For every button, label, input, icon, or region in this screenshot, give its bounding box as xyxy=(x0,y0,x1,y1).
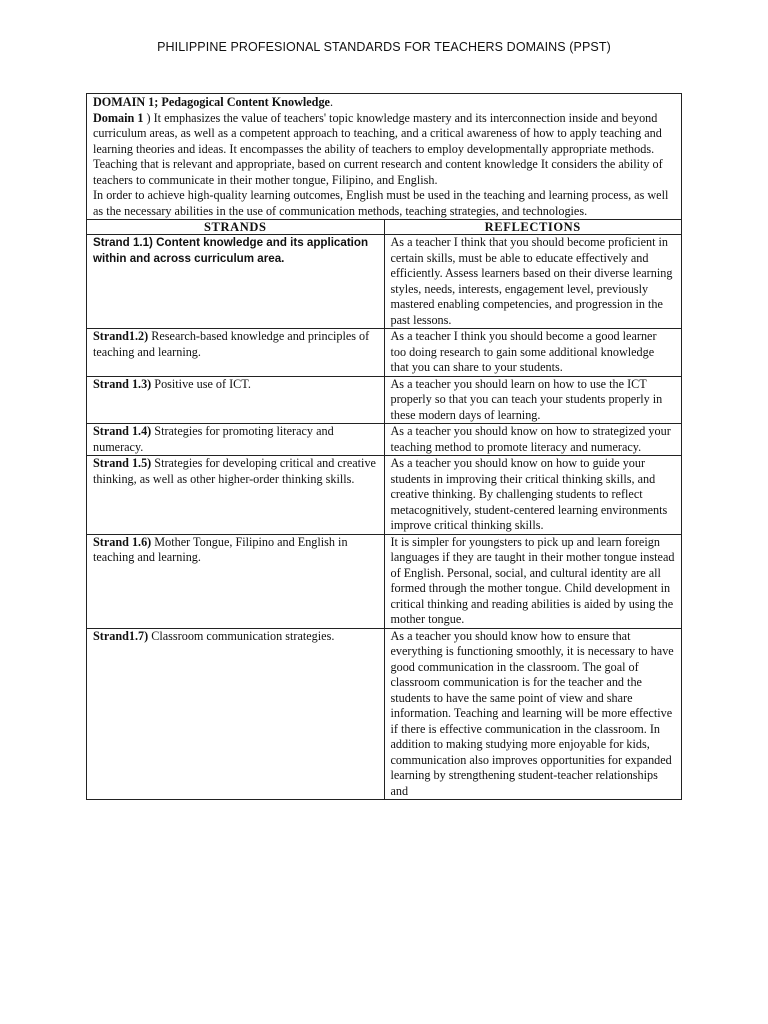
domain-paragraph-1-text: ) It emphasizes the value of teachers' topic knowledge mastery and its interconnection inside and beyond curriculum areas, as well as a competent approach to teaching, and a critical awareness of how to apply teaching and learning theories and ideas. It encompasses the ability of teachers to employ developmentally appropriate methods. xyxy=(93,110,662,156)
reflection-cell: As a teacher you should know on how to strategized your teaching method to promote literacy and numeracy. xyxy=(384,424,682,456)
domain-paragraph-3: In order to achieve high-quality learning outcomes, English must be used in the teaching and learning process, as well as the necessary abilities in the use of communication methods, teaching strategies, and technologies. xyxy=(93,188,669,218)
strand-cell xyxy=(87,424,385,456)
reflections-header: REFLECTIONS xyxy=(384,220,682,235)
strand-cell xyxy=(87,329,385,377)
domain-heading-title: DOMAIN 1; Pedagogical Content Knowledge xyxy=(93,95,330,109)
strand-text: Content knowledge and its application within and across curriculum area. xyxy=(93,236,369,265)
strand-label: Strand 1.5) xyxy=(93,456,152,470)
strand-text: Strategies for promoting literacy and numeracy. xyxy=(93,424,334,454)
domain-paragraph-1 xyxy=(93,111,675,158)
table-header-row xyxy=(87,220,682,235)
strand-label: Strand 1.3) xyxy=(93,376,152,391)
strand-cell xyxy=(87,534,385,628)
strand-text: Research-based knowledge and principles of teaching and learning. xyxy=(93,329,370,359)
table-row xyxy=(87,329,682,377)
strand-cell xyxy=(87,376,385,424)
domain-label: Domain 1 xyxy=(93,110,144,125)
domain-heading xyxy=(93,95,675,111)
table-row xyxy=(87,376,682,424)
reflection-cell: As a teacher you should learn on how to use the ICT properly so that you can teach your students properly in these modern days of learning. xyxy=(384,376,682,424)
domain-intro-row xyxy=(87,94,682,220)
reflection-cell: As a teacher you should know how to ensure that everything is functioning smoothly, it is necessary to have good communication in the classroom. The goal of classroom communication is for the teacher and the students to have the same point of view and share information. Teaching and learning will be more effective if there is effective communication in the classroom. In addition to making studying more enjoyable for kids, communication also improves opportunities for expanded learning by strengthening student-teacher relationships and xyxy=(384,628,682,800)
table-row xyxy=(87,534,682,628)
strand-label: Strand1.7) xyxy=(93,628,149,643)
reflection-cell: It is simpler for youngsters to pick up and learn foreign languages if they are taught in their mother tongue instead of English. Personal, social, and cultural identity are all formed through the mother tongue. Child development in critical thinking and reading abilities is aided by using the mother tongue. xyxy=(384,534,682,628)
ppst-table xyxy=(86,93,682,800)
table-row xyxy=(87,456,682,535)
strand-label: Strand 1.1) xyxy=(93,236,153,249)
strand-label: Strand 1.6) xyxy=(93,534,152,549)
document-title: PHILIPPINE PROFESIONAL STANDARDS FOR TEACHERS DOMAINS (PPST) xyxy=(157,40,611,54)
reflection-cell: As a teacher I think you should become a good learner too doing research to gain some additional knowledge that you can share to your students. xyxy=(384,329,682,377)
strand-text: Classroom communication strategies. xyxy=(148,628,335,643)
strand-cell xyxy=(87,235,385,329)
strands-header: STRANDS xyxy=(87,220,385,235)
table-row xyxy=(87,235,682,329)
reflection-cell: As a teacher I think that you should become proficient in certain skills, must be able to educate effectively and efficiently. Assess learners based on their diverse learning styles, needs, interests, engagement level, previously mastered enabling competencies, and progression in the past lessons. xyxy=(384,235,682,329)
table-row xyxy=(87,424,682,456)
strand-cell xyxy=(87,456,385,535)
strand-text: Strategies for developing critical and creative thinking, as well as other higher-order thinking skills. xyxy=(93,456,376,486)
strand-cell xyxy=(87,628,385,800)
table-row xyxy=(87,628,682,800)
strand-label: Strand 1.4) xyxy=(93,424,152,438)
strand-label: Strand1.2) xyxy=(93,329,149,343)
domain-intro-cell xyxy=(87,94,682,220)
domain-heading-suffix: . xyxy=(329,95,334,109)
strand-text: Mother Tongue, Filipino and English in teaching and learning. xyxy=(93,534,348,564)
reflection-cell: As a teacher you should know on how to guide your students in improving their critical thinking skills, and creative thinking. By challenging students to reflect metacognitively, student-centered learning environments improve critical thinking skills. xyxy=(384,456,682,535)
domain-paragraph-2: Teaching that is relevant and appropriate, based on current research and content knowledge It considers the ability of teachers to communicate in their mother tongue, Filipino, and English. xyxy=(93,157,663,187)
strand-text: Positive use of ICT. xyxy=(151,376,251,391)
